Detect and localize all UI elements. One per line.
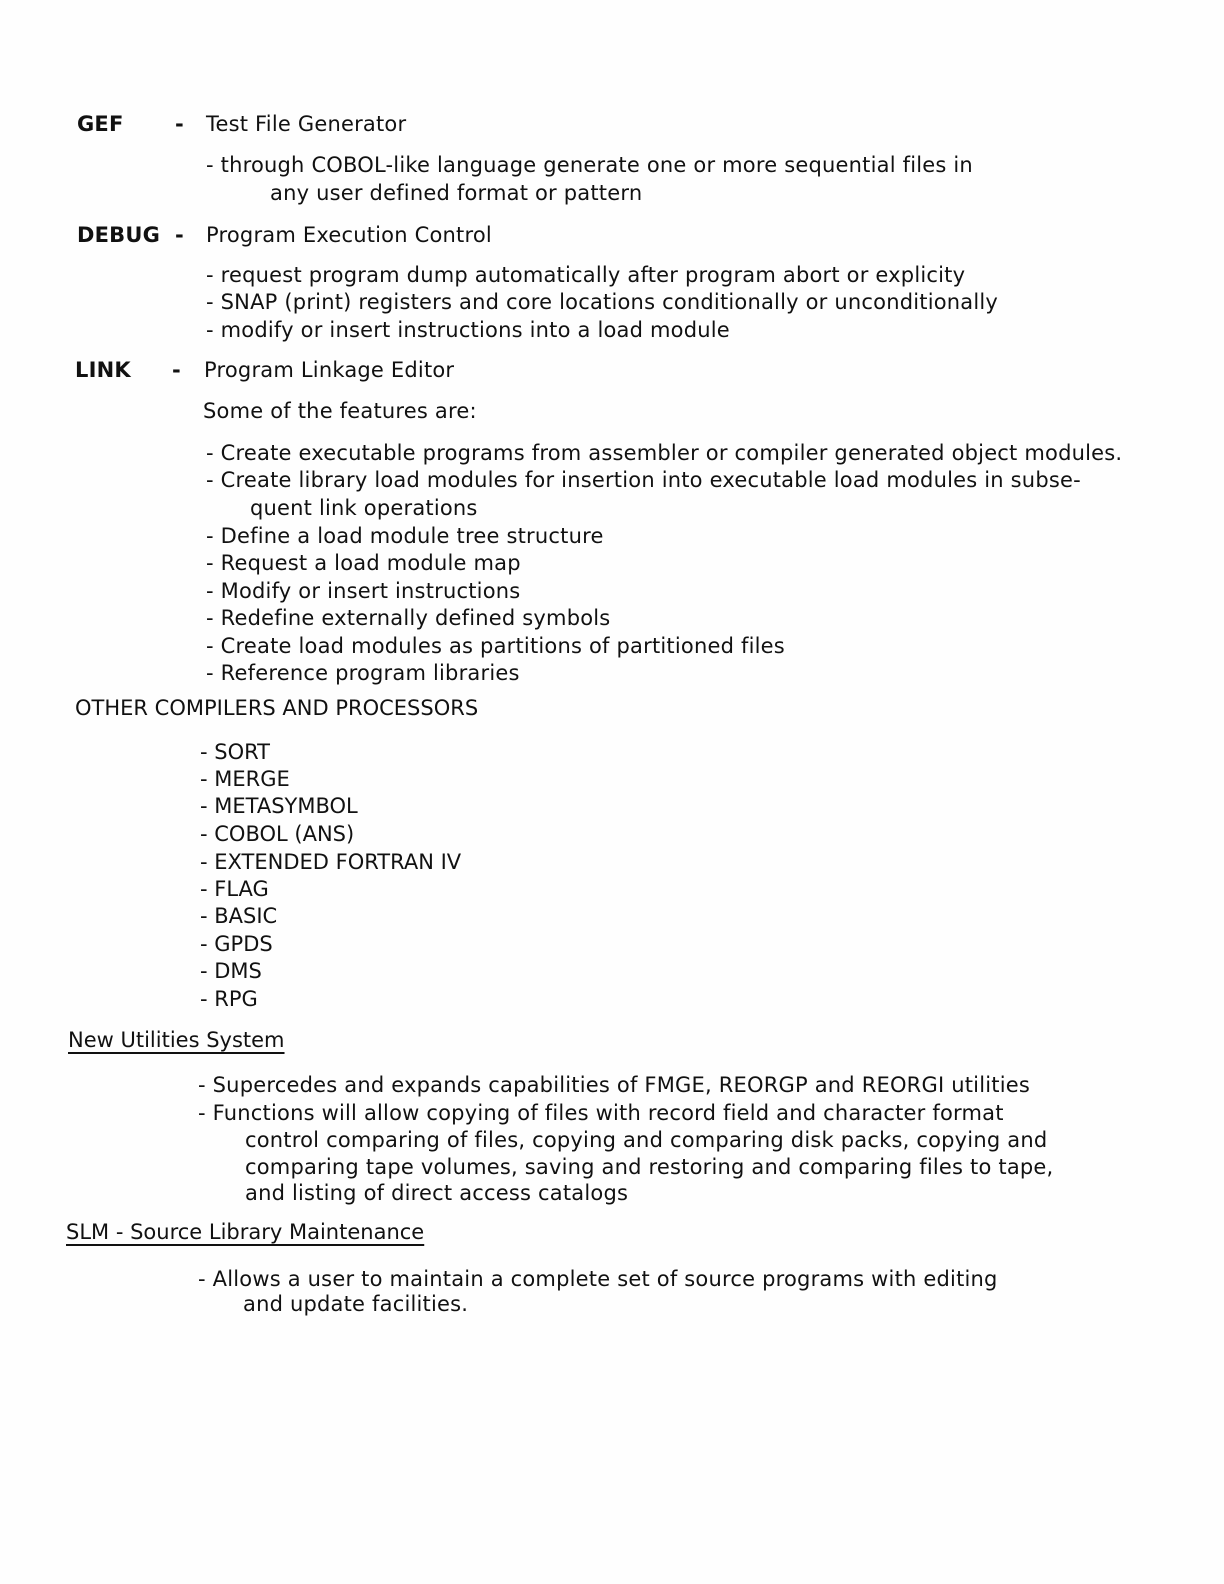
link-line-3: quent link operations [250, 496, 478, 520]
slm-line-2: and update facilities. [243, 1292, 469, 1316]
other-item-dms: - DMS [200, 959, 262, 983]
other-item-merge: - MERGE [200, 767, 290, 791]
other-item-fortran: - EXTENDED FORTRAN IV [200, 850, 462, 874]
debug-dash: - [175, 223, 184, 247]
debug-line-3: - modify or insert instructions into a load module [206, 318, 730, 342]
other-item-flag: - FLAG [200, 877, 269, 901]
other-item-basic: - BASIC [200, 904, 278, 928]
utilities-line-5: and listing of direct access catalogs [245, 1181, 629, 1205]
link-line-7: - Redefine externally defined symbols [206, 606, 611, 630]
link-line-9: - Reference program libraries [206, 661, 520, 685]
utilities-heading: New Utilities System [68, 1028, 285, 1052]
gef-dash: - [175, 112, 184, 136]
slm-heading: SLM - Source Library Maintenance [66, 1220, 425, 1244]
link-dash: - [172, 358, 181, 382]
link-intro: Some of the features are: [203, 399, 477, 423]
other-heading: OTHER COMPILERS AND PROCESSORS [75, 696, 479, 720]
gef-line-1: - through COBOL-like language generate one or more sequential files in [206, 153, 973, 177]
link-line-1: - Create executable programs from assembler or compiler generated object modules. [206, 441, 1123, 465]
slm-line-1: - Allows a user to maintain a complete set of source programs with editing [198, 1267, 998, 1291]
utilities-line-4: comparing tape volumes, saving and restoring and comparing files to tape, [245, 1155, 1054, 1179]
gef-line-2: any user defined format or pattern [270, 181, 643, 205]
link-title: Program Linkage Editor [204, 358, 455, 382]
debug-line-2: - SNAP (print) registers and core locations conditionally or unconditionally [206, 290, 999, 314]
gef-key: GEF [77, 112, 124, 136]
link-line-6: - Modify or insert instructions [206, 579, 521, 603]
other-item-cobol: - COBOL (ANS) [200, 822, 355, 846]
gef-title: Test File Generator [206, 112, 407, 136]
other-item-gpds: - GPDS [200, 932, 273, 956]
utilities-line-3: control comparing of files, copying and comparing disk packs, copying and [245, 1128, 1048, 1152]
link-line-2: - Create library load modules for insertion into executable load modules in subse- [206, 468, 1081, 492]
link-line-5: - Request a load module map [206, 551, 521, 575]
debug-line-1: - request program dump automatically after program abort or explicity [206, 263, 966, 287]
debug-title: Program Execution Control [206, 223, 492, 247]
other-item-rpg: - RPG [200, 987, 258, 1011]
debug-key: DEBUG [77, 223, 161, 247]
link-key: LINK [75, 358, 131, 382]
link-line-8: - Create load modules as partitions of partitioned files [206, 634, 785, 658]
other-item-metasymbol: - METASYMBOL [200, 794, 358, 818]
utilities-line-1: - Supercedes and expands capabilities of FMGE, REORGP and REORGI utilities [198, 1073, 1030, 1097]
other-item-sort: - SORT [200, 740, 271, 764]
utilities-line-2: - Functions will allow copying of files with record field and character format [198, 1101, 1004, 1125]
link-line-4: - Define a load module tree structure [206, 524, 604, 548]
